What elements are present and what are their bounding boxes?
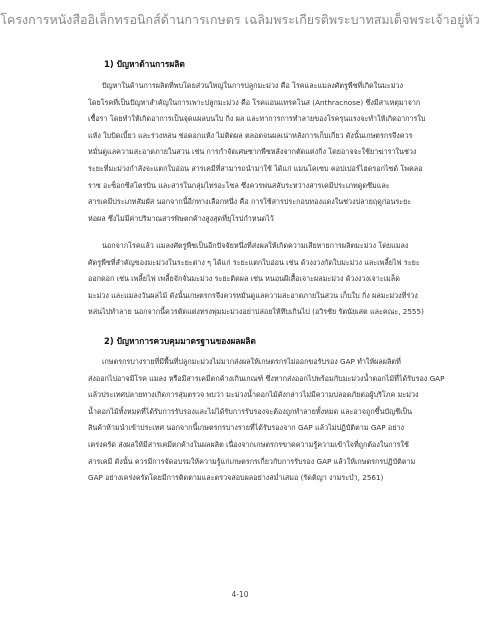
section-1-paragraph-2 (88, 238, 424, 321)
paragraph-line: เชื้อรา โดยทำให้เกิดอาการเป็นจุดแผลบนใบ กิ่ง ผล และทาการการทำลายของโรครุนแรงจะทำให้เกิดอาการใบ (88, 114, 426, 124)
paragraph-line: เคร่งครัด ส่งผลให้มีสารเคมีตกค้างในผลผลิต เนื่องจากเกษตรกรขาดความรู้ความเข้าใจที่ถูกต้องในการใช้ (88, 439, 409, 449)
paragraph-line: แล้วประเทศปลายทางเกิดการสุ่มตรวจ พบว่า มะม่วงน้ำดอกไม้ดังกล่าวไม่มีความปลอดภัยต่อผู้บริโภค มะม่วง (88, 390, 419, 400)
paragraph-line: นอกจากโรคแล้ว แมลงศัตรูพืชเป็นอีกปัจจัยหนึ่งที่ส่งผลให้เกิดความเสียหายการผลิตมะม่วง โดยแมลง (102, 241, 409, 250)
paragraph-line: ออกดอก เช่น เพลี้ยไฟ เพลี้ยจักจั่นมะม่วง ระยะติดผล เช่น หนอนผีเสื้อเจาะผลมะม่วง ด้วงงวงเจาะเมล็ด (88, 274, 400, 284)
section-2-paragraph-1 (88, 354, 445, 487)
paragraph-line: หล่นไปทำลาย นอกจากนี้ควรตัดแต่งทรงพุ่มมะม่วงอย่าปล่อยให้ทึบเกินไป (อวิรชัย รัตนัยเสต และคณะ, 2555) (88, 307, 424, 317)
paragraph-line: สารเคมี ดังนั้น ควรมีการจัดอบรมให้ความรู้แก่เกษตรกรเกี่ยวกับการรับรอง GAP แล้วให้เกษตรกรปฏิบัติตาม (88, 456, 416, 466)
paragraph-line: มะม่วง และแมลงวันผลไม้ ดังนั้นเกษตรกรจึงควรหมั่นดูแลความสะอาดภายในสวน เก็บใบ กิ่ง ผลมะม่วงที่ร่วง (88, 290, 418, 300)
paragraph-line: ราซ อะซ็อกซีสโตรบิน และสารในกลุ่มไทรอะโซล ซึ่งควรพ่นสลับระหว่างสารเคมีประเภทดูดซึมและ (88, 180, 390, 190)
section-1-heading: 1) ปัญหาด้านการผลิต (104, 59, 185, 69)
paragraph-line: GAP อย่างเคร่งครัดโดยมีการติดตามและตรวจสอบผลอย่างสม่ำเสมอ (รัดติญา งามระบำ, 2561) (88, 473, 384, 483)
paragraph-line: โดยโรคที่เป็นปัญหาสำคัญในการเพาะปลูกมะม่วง คือ โรคแอนแทรคโนส (Anthracnose) ซึ่งมีสาเหตุมาจาก (88, 97, 421, 107)
paragraph-line: ปัญหาในด้านการผลิตที่พบโดยส่วนใหญ่ในการปลูกมะม่วง คือ โรคและแมลงศัตรูพืชที่เกิดในมะม่วง (102, 81, 404, 90)
paragraph-line: หมั่นดูแลความสะอาดภายในสวน เช่น การกำจัดเศษซากพืชหลังจากตัดแต่งกิ่ง โดยอาจจะใช้ยาฆ่าราในช่วง (88, 147, 417, 157)
paragraph-line: ระยะที่มะม่วงกำลังจะแตกใบอ่อน สารเคมีที่สามารถนำมาใช้ ได้แก่ แมนโคเซบ คอปเปอร์ไฮดรอกไซด์ โพคลอ (88, 163, 423, 173)
paragraph-line: ศัตรูพืชที่สำคัญของมะม่วงในระยะต่าง ๆ ได้แก่ ระยะแตกใบอ่อน เช่น ด้วงงวงกัดใบมะม่วง และเพลี้ยไฟ ระยะ (88, 257, 420, 267)
section-1-paragraph-1 (88, 78, 426, 227)
page-number: 4-10 (231, 590, 249, 599)
paragraph-line: ห่อผล ซึ่งไม่มีค่าปริมาณสารพิษตกค้างสูงสุดที่ยุโรปกำหนดไว้ (88, 213, 274, 223)
paragraph-line: แห้ง ใบบิดเบี้ยว และร่วงหล่น ช่อดอกแห้ง ไม่ติดผล ตลอดจนผลเน่าหลังการเก็บเกี่ยว ดังนั้นเกษตรกรจึงควร (88, 130, 413, 140)
paragraph-line: เกษตรกรบางรายที่มีพื้นที่ปลูกมะม่วงไม่มากส่งผลให้เกษตรกรไม่ออกขอรับรอง GAP ทำให้ผลผลิตที่ (102, 357, 401, 366)
paragraph-line: สารเคมีประเภทสัมผัส นอกจากนี้อีกทางเลือกหนึ่ง คือ การใช้สารประกอบทองแดงในช่วงปลายฤดูก่อนระยะ (88, 197, 412, 207)
paragraph-line: ส่งออกไปอาจมีโรค แมลง หรือมีสารเคมีตกค้างเกินเกณฑ์ ซึ่งหากส่งออกไปพร้อมกับมะม่วงน้ำดอกไม้ที่ได้รับรอง GAP (88, 373, 445, 383)
paragraph-line: สินค้าห้ามนำเข้าประเทศ นอกจากนี้เกษตรกรบางรายที่ได้รับรองจาก GAP แล้วไม่ปฏิบัติตาม GAP อย่าง (88, 423, 405, 433)
section-2-heading: 2) ปัญหาการควบคุมมาตรฐานของผลผลิต (104, 336, 256, 346)
document-header: โครงการหนังสืออิเล็กทรอนิกส์ด้านการเกษตร เฉลิมพระเกียรติพระบาทสมเด็จพระเจ้าอยู่หัว (0, 12, 480, 27)
paragraph-line: น้ำดอกไม้ทั้งหมดที่ได้รับการรับรองและไม่ได้รับการรับรองจะต้องถูกทำลายทั้งหมด และอาจถูกขึ้นบัญชีเป็น (88, 406, 413, 416)
